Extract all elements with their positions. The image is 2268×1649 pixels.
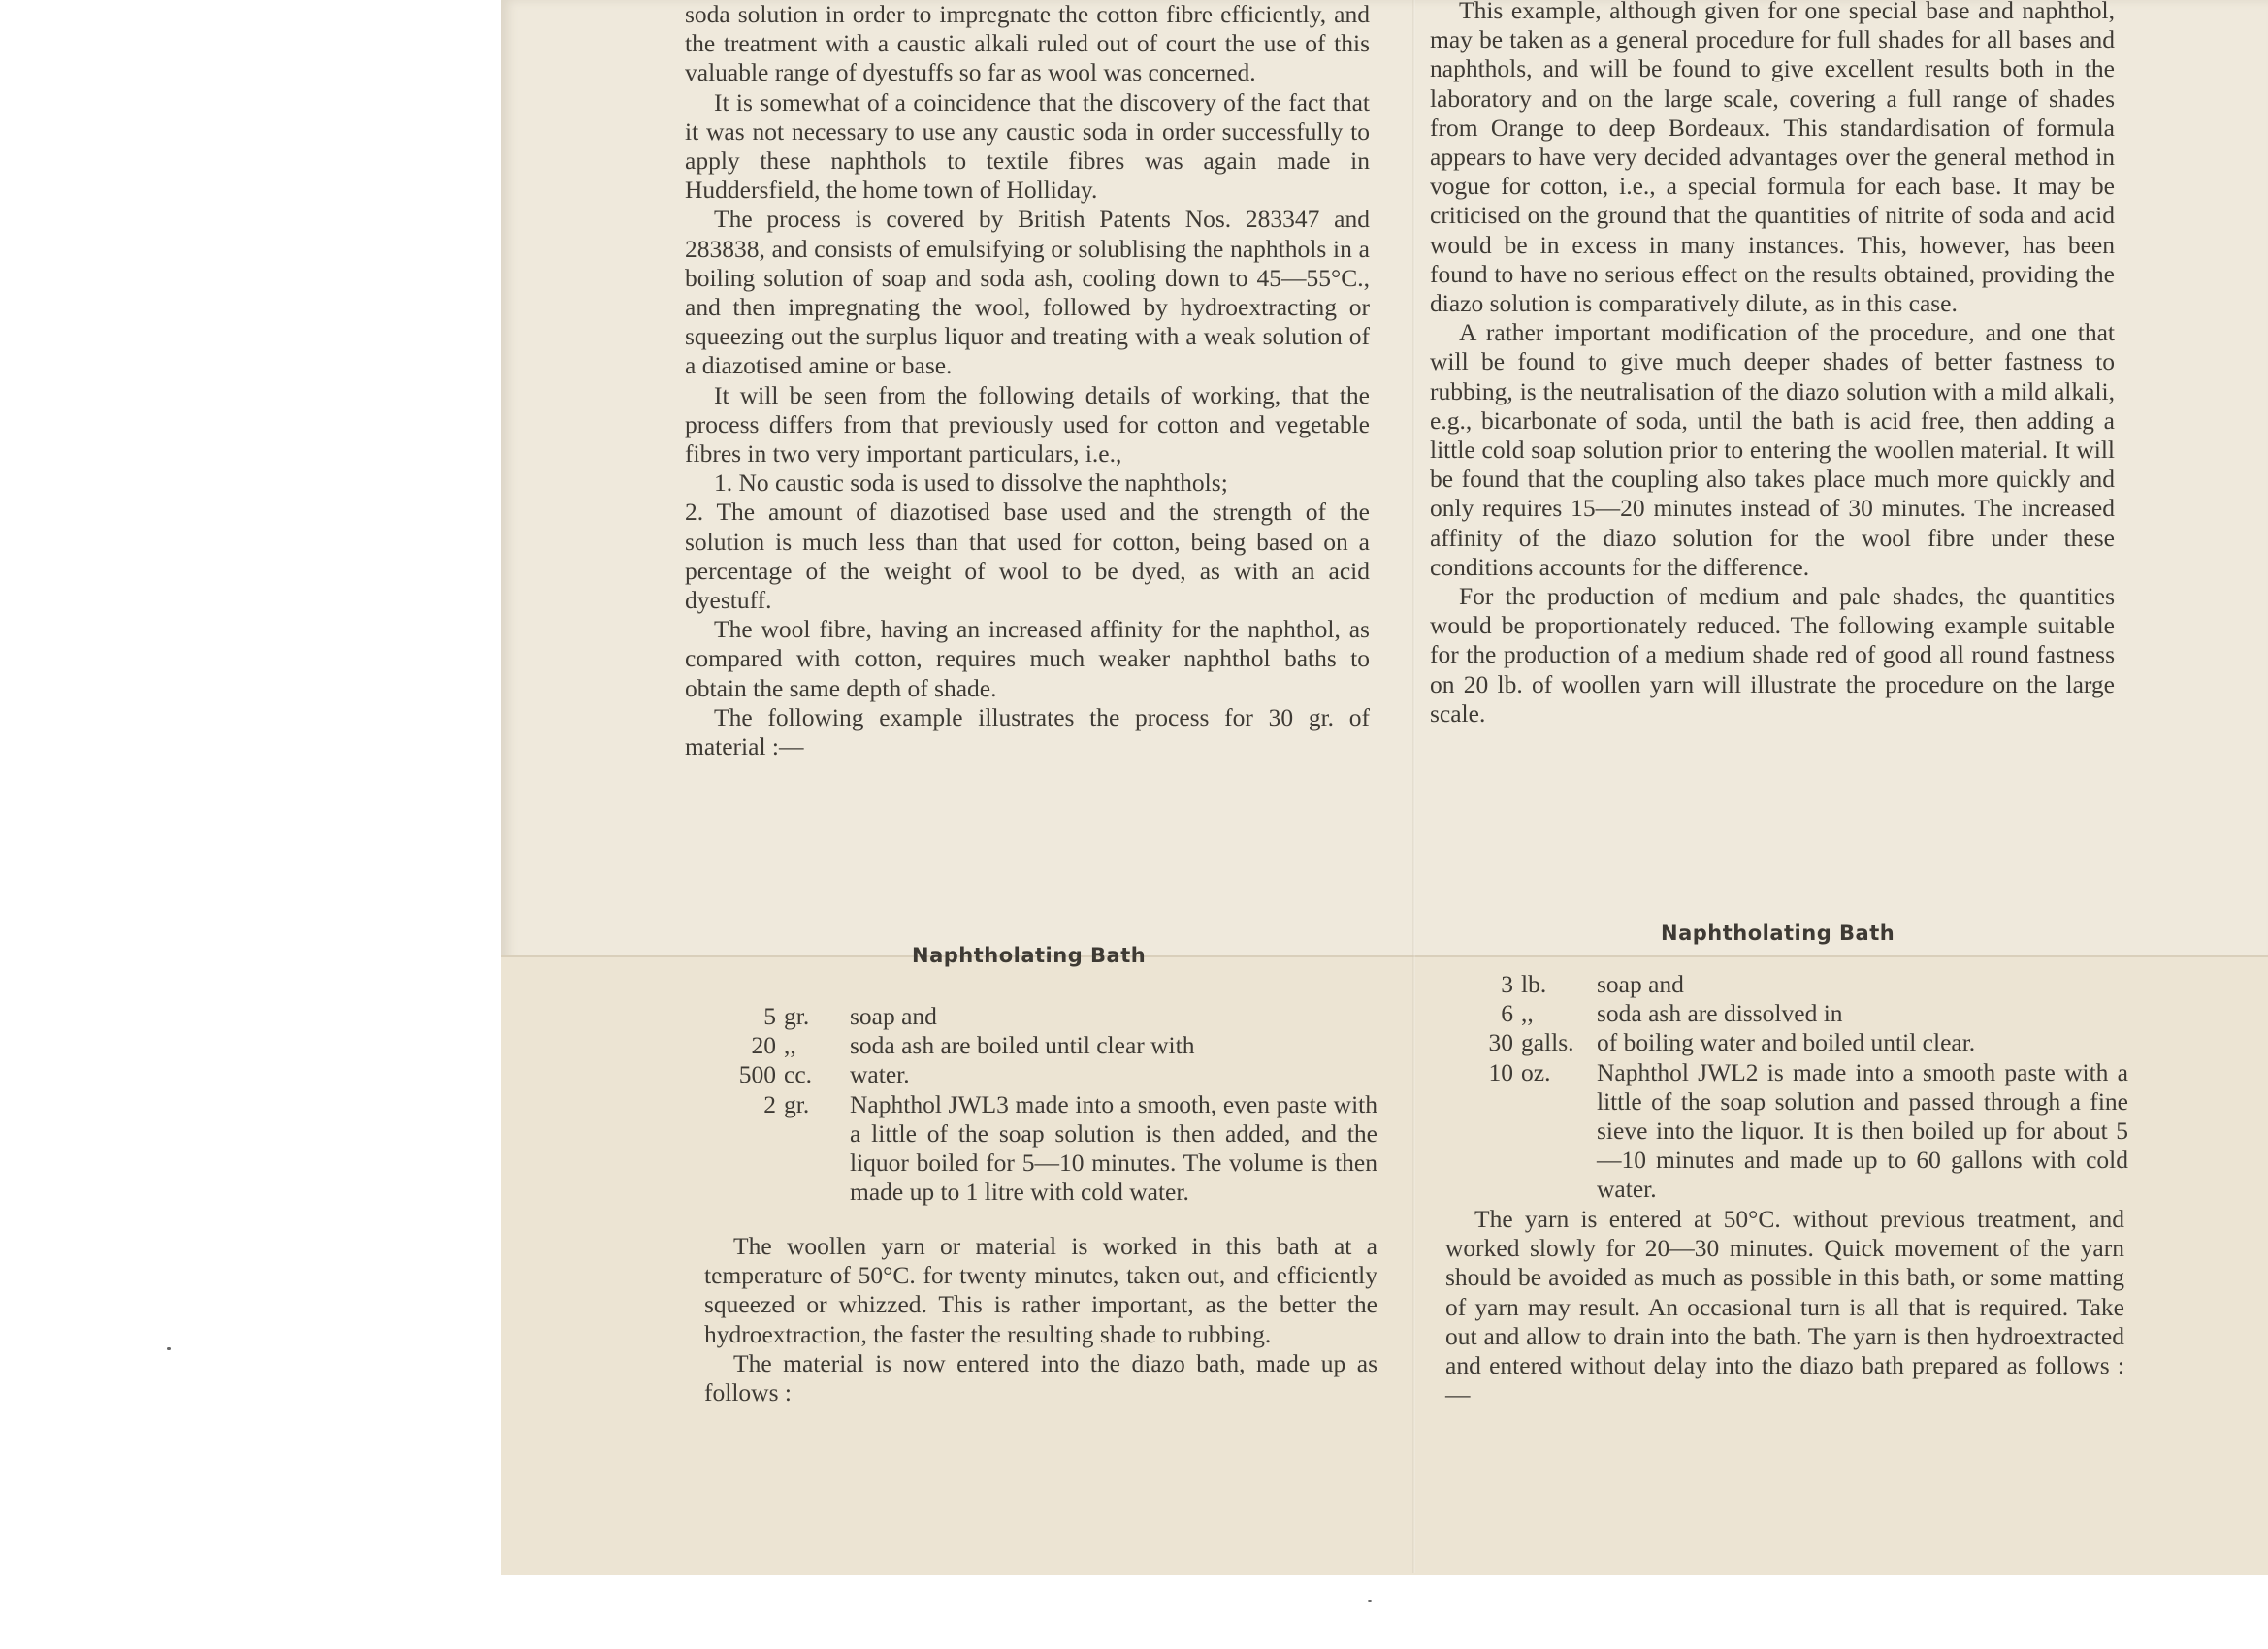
left-list-item: 1. No caustic soda is used to dissolve the naphthols;: [714, 469, 1228, 498]
left-paragraph: The process is covered by British Patents Nos. 283347 and 283838, and consists of emulsifying or solublising the naphthols in a boiling solution of soap and soda ash, cooling down to 45—55°C., and then impregnating the wool, followed by hydroextracting or squeezing out the surplus liquor and treating with a weak solution of a diazotised amine or base.: [685, 205, 1370, 380]
dust-speck: [1368, 1600, 1372, 1602]
recipe-text: water.: [850, 1060, 910, 1089]
recipe-unit: ,,: [1521, 999, 1534, 1028]
recipe-unit: lb.: [1521, 970, 1547, 998]
recipe-unit: cc.: [784, 1060, 813, 1089]
recipe-quantity: 2: [763, 1089, 776, 1118]
recipe-row: [718, 1090, 1377, 1208]
recipe-quantity: 20: [751, 1031, 776, 1060]
right-section-heading: Naphtholating Bath: [1661, 922, 1895, 945]
recipe-unit: oz.: [1521, 1057, 1551, 1086]
recipe-text: of boiling water and boiled until clear.: [1597, 1028, 1976, 1057]
right-paragraph: For the production of medium and pale shades, the quantities would be proportionately reduced. The following example suitable for the production of a medium shade red of good all round fastness on 20 lb. of woollen yarn will illustrate the procedure on the large scale.: [1430, 582, 2115, 728]
recipe-quantity: 5: [763, 1002, 776, 1030]
recipe-text: soap and: [1597, 970, 1684, 998]
recipe-unit: galls.: [1521, 1028, 1574, 1057]
left-paragraph: The material is now entered into the diazo bath, made up as follows :: [704, 1348, 1377, 1407]
right-column-lower: [1445, 1205, 2124, 1409]
right-paragraph: The yarn is entered at 50°C. without previous treatment, and worked slowly for 20—30 minutes. Quick movement of the yarn should be avoided as much as possible in this bath, or some matting of yarn may result. An occasional turn is all that is required. Take out and allow to drain into the bath. The yarn is then hydroextracted and entered without delay into the diazo bath prepared as follows :—: [1445, 1205, 2124, 1409]
left-paragraph: It is somewhat of a coincidence that the discovery of the fact that it was not necessary to use any caustic soda in order successfully to apply these naphthols to textile fibres was again made in Huddersfield, the home town of Holliday.: [685, 87, 1370, 205]
left-paragraph: The following example illustrates the process for 30 gr. of material :—: [685, 702, 1370, 761]
left-recipe-list: [718, 1002, 1377, 1207]
left-paragraph: soda solution in order to impregnate the cotton fibre efficiently, and the treatment with a caustic alkali ruled out of court the use of this valuable range of dyestuffs so far as wool was concerned.: [685, 0, 1370, 87]
recipe-text: soda ash are boiled until clear with: [850, 1031, 1195, 1060]
recipe-row: [1469, 1058, 2128, 1205]
recipe-unit: gr.: [784, 1002, 810, 1030]
vertical-fold-crease: [1412, 0, 1415, 1573]
dust-speck: [167, 1347, 171, 1350]
recipe-text: Naphthol JWL2 is made into a smooth paste with a little of the soap solution and passed through a fine sieve into the liquor. It is then boiled up for about 5—10 minutes and made up to 60 gallons with cold water.: [1597, 1057, 2128, 1204]
recipe-quantity: 30: [1488, 1028, 1513, 1057]
recipe-quantity: 10: [1488, 1057, 1513, 1086]
recipe-text: soap and: [850, 1002, 937, 1030]
left-paragraph: The woollen yarn or material is worked in this bath at a temperature of 50°C. for twenty minutes, taken out, and efficiently squeezed or whizzed. This is rather important, as the better the hydroextraction, the faster the resulting shade to rubbing.: [704, 1232, 1377, 1348]
recipe-text: Naphthol JWL3 made into a smooth, even paste with a little of the soap solution is then added, and the liquor boiled for 5—10 minutes. The volume is then made up to 1 litre with cold water.: [850, 1089, 1377, 1207]
recipe-quantity: 500: [738, 1060, 776, 1089]
recipe-unit: ,,: [784, 1031, 796, 1060]
left-section-heading: Naphtholating Bath: [912, 944, 1147, 967]
recipe-row: [718, 1002, 1377, 1031]
right-recipe-list: [1469, 970, 2128, 1205]
right-column-upper: [1430, 0, 2115, 728]
recipe-row: [718, 1060, 1377, 1089]
recipe-row: [1469, 970, 2128, 999]
recipe-text: soda ash are dissolved in: [1597, 999, 1843, 1028]
left-list-item: 2. The amount of diazotised base used and the strength of the solution is much less than that used for cotton, being based on a percentage of the weight of wool to be dyed, as with an acid dyestuff.: [685, 498, 1370, 615]
recipe-row: [1469, 999, 2128, 1028]
recipe-unit: gr.: [784, 1089, 810, 1118]
left-paragraph: It will be seen from the following details of working, that the process differs from that previously used for cotton and vegetable fibres in two very important particulars, i.e.,: [685, 380, 1370, 469]
recipe-quantity: 6: [1501, 999, 1513, 1028]
right-paragraph: This example, although given for one special base and naphthol, may be taken as a general procedure for full shades for all bases and naphthols, and will be found to give excellent results both in the laboratory and on the large scale, covering a full range of shades from Orange to deep Bordeaux. This standardisation of formula appears to have very decided advantages over the general method in vogue for cotton, i.e., a special formula for each base. It may be criticised on the ground that the quantities of nitrite of soda and acid would be in excess in many instances. This, however, has been found to have no serious effect on the results obtained, providing the diazo solution is comparatively dilute, as in this case.: [1430, 0, 2115, 318]
left-column-upper: [685, 0, 1370, 761]
left-paragraph: The wool fibre, having an increased affinity for the naphthol, as compared with cotton, requires much weaker naphthol baths to obtain the same depth of shade.: [685, 615, 1370, 702]
left-column-lower: [704, 1232, 1377, 1407]
right-paragraph: A rather important modification of the procedure, and one that will be found to give much deeper shades of better fastness to rubbing, is the neutralisation of the diazo solution with a mild alkali, e.g., bicarbonate of soda, until the bath is acid free, then adding a little cold soap solution prior to entering the woollen material. It will be found that the coupling also takes place much more quickly and only requires 15—20 minutes instead of 30 minutes. The increased affinity of the diazo solution for the wool fibre under these conditions accounts for the difference.: [1430, 318, 2115, 581]
recipe-quantity: 3: [1501, 970, 1513, 998]
recipe-row: [1469, 1028, 2128, 1057]
recipe-row: [718, 1031, 1377, 1060]
